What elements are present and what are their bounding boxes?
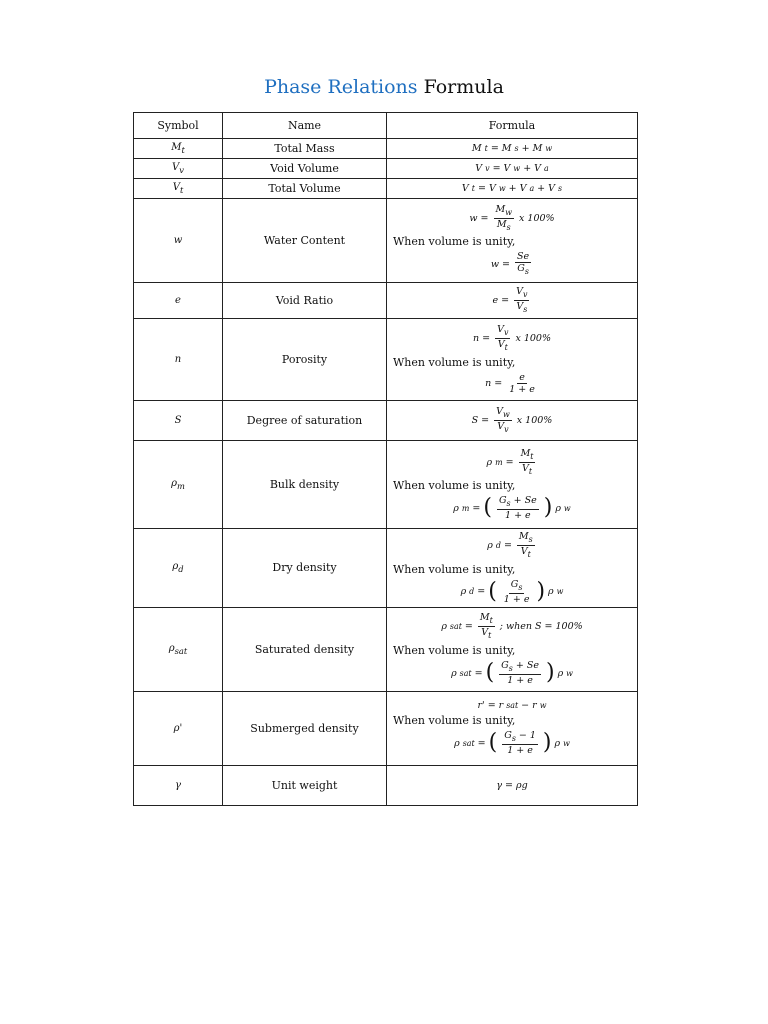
row-name: Porosity <box>223 319 387 401</box>
table-row <box>134 159 638 179</box>
unity-note: When volume is unity, <box>393 562 516 576</box>
table-row <box>134 441 638 529</box>
row-name: Unit weight <box>223 765 387 805</box>
unity-note: When volume is unity, <box>393 479 516 493</box>
row-formula: e = $\frac{V_v}{V_s}$ <box>387 283 638 319</box>
row-name: Total Volume <box>223 179 387 199</box>
row-symbol: $\rho_d$ <box>134 529 223 608</box>
row-name: Total Mass <box>223 139 387 159</box>
row-formula: ρ m = $\frac{M_t}{V_t}$ When volume is unity, ρ m = ( $\frac{G_s + Se}{1 + e}$ ) ρ w <box>387 441 638 529</box>
unity-note: When volume is unity, <box>393 714 516 728</box>
title-rest: Formula <box>423 76 504 98</box>
row-formula: V v = V w + V a <box>387 159 638 179</box>
row-name: Degree of saturation <box>223 401 387 441</box>
table-row <box>134 607 638 691</box>
row-symbol: n <box>134 319 223 401</box>
row-name: Bulk density <box>223 441 387 529</box>
row-symbol: $\rho_m$ <box>134 441 223 529</box>
row-name: Submerged density <box>223 691 387 765</box>
table-row <box>134 319 638 401</box>
table-header-row <box>134 113 638 139</box>
header-formula: Formula <box>387 113 638 139</box>
row-symbol: $\rho_{sat}$ <box>134 607 223 691</box>
row-symbol: e <box>134 283 223 319</box>
row-formula: γ = ρg <box>387 765 638 805</box>
table-row <box>134 139 638 159</box>
row-symbol: γ <box>134 765 223 805</box>
table-row <box>134 199 638 283</box>
header-name: Name <box>223 113 387 139</box>
unity-note: When volume is unity, <box>393 235 516 249</box>
formula-table <box>133 112 638 806</box>
row-formula: ρ d = $\frac{M_s}{V_t}$ When volume is unity, ρ d = ( $\frac{G_s}{1 + e}$ ) ρ w <box>387 529 638 608</box>
header-symbol: Symbol <box>134 113 223 139</box>
row-symbol: S <box>134 401 223 441</box>
page-title <box>0 76 768 98</box>
row-symbol: $V_t$ <box>134 179 223 199</box>
row-symbol: ρ' <box>134 691 223 765</box>
row-symbol: w <box>134 199 223 283</box>
row-formula: n = $\frac{V_v}{V_t}$ x 100% When volume is unity, n = $\frac{e}{1 + e}$ <box>387 319 638 401</box>
table-row <box>134 179 638 199</box>
row-symbol: $M_t$ <box>134 139 223 159</box>
row-symbol: $V_v$ <box>134 159 223 179</box>
row-formula: V t = V w + V a + V s <box>387 179 638 199</box>
row-name: Void Ratio <box>223 283 387 319</box>
row-formula: w = $\frac{M_w}{M_s}$ x 100% When volume is unity, w = $\frac{Se}{G_s}$ <box>387 199 638 283</box>
table-row <box>134 401 638 441</box>
table-row <box>134 691 638 765</box>
title-highlight: Phase Relations <box>264 76 418 98</box>
row-name: Dry density <box>223 529 387 608</box>
row-formula: r' = r sat − r w When volume is unity, ρ sat = ( $\frac{G_s - 1}{1 + e}$ ) ρ w <box>387 691 638 765</box>
table-row <box>134 765 638 805</box>
row-formula: ρ sat = $\frac{M_t}{V_t}$ ; when S = 100% When volume is unity, ρ sat = ( $\frac{G_s + Se}{1 + e}$ ) ρ w <box>387 607 638 691</box>
table-row <box>134 283 638 319</box>
row-name: Saturated density <box>223 607 387 691</box>
row-formula: S = $\frac{V_w}{V_v}$ x 100% <box>387 401 638 441</box>
table-row <box>134 529 638 608</box>
unity-note: When volume is unity, <box>393 644 516 658</box>
row-formula: M t = M s + M w <box>387 139 638 159</box>
row-name: Water Content <box>223 199 387 283</box>
row-name: Void Volume <box>223 159 387 179</box>
unity-note: When volume is unity, <box>393 355 516 369</box>
